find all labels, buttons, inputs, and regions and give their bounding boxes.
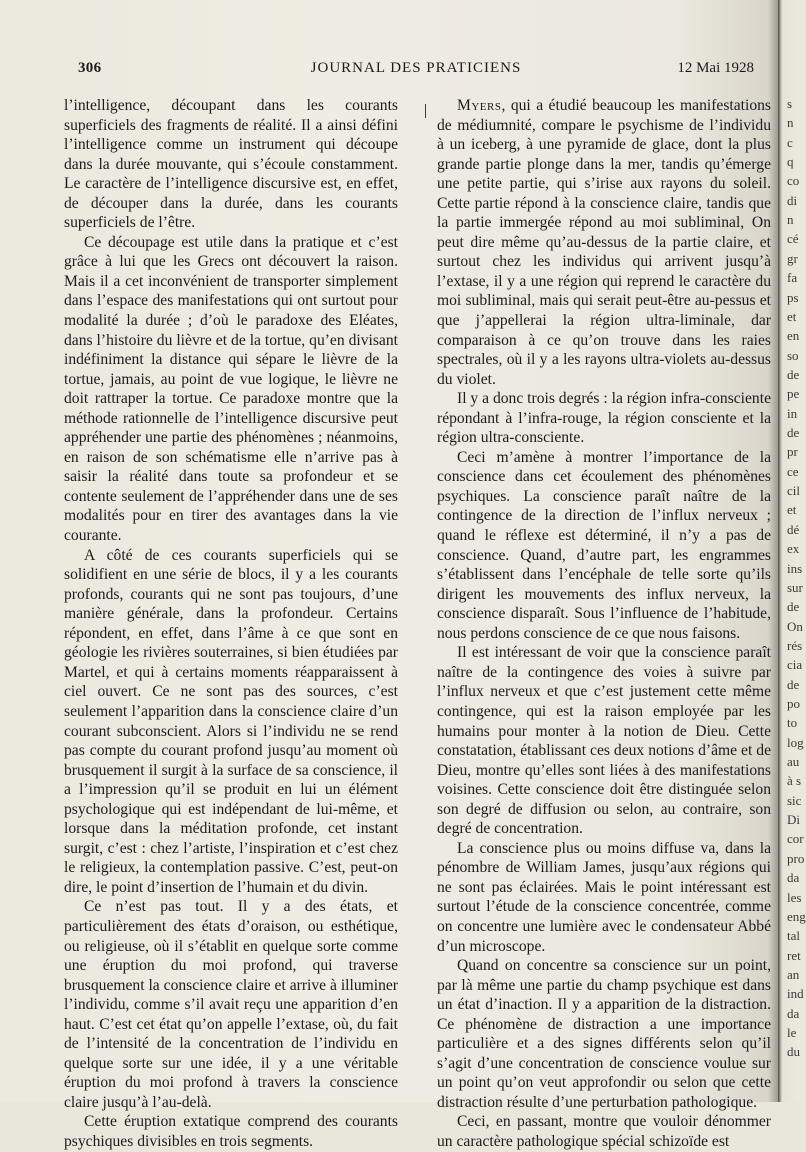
next-page-fragment: so [787, 347, 799, 363]
next-page-fragment: pe [787, 386, 800, 402]
next-page-fragment: en [787, 328, 800, 344]
paragraph: Ceci, en passant, montre que vouloir dénommer un caractère pathologique spécial schizoïde est [437, 1113, 771, 1150]
next-page-fragment: n [787, 115, 794, 131]
next-page-fragment: cor [787, 831, 804, 847]
next-page-fragment: cé [787, 231, 799, 247]
next-page-fragment: ps [787, 289, 799, 305]
paragraph: Ce découpage est utile dans la pratique et c’est grâce à lui que les Grecs ont découvert la raison. Mais il a cet inconvénient de transporter simplement dans l’espace des manifestations qui ont surtout pour modalité la durée ; d’où le paradoxe des Eléates, dans l’histoire du lièvre et de la tortue, qu’en divisant indéfiniment la distance qui sépare le lièvre de la tortue, jamais, au point de vue logique, le lièvre ne doit rattraper la tortue. Ce paradoxe montre que la méthode rationnelle de l’intelligence discursive peut appréhender une partie des phénomènes ; néanmoins, en raison de son schématisme elle n’arrive pas à saisir la réalité dans toute sa profondeur et se contente seulement de l’appréhender dans une de ses modalités pour en tirer des avantages dans la vie courante. [64, 233, 398, 545]
next-page-fragment: an [787, 966, 800, 982]
next-page-fragment: au [787, 754, 800, 770]
next-page-fragment: du [787, 1044, 800, 1060]
next-page-fragment: les [787, 889, 802, 905]
next-page-fragment: sic [787, 792, 802, 808]
next-page-fragment: c [787, 134, 793, 150]
next-page-fragment: di [787, 192, 798, 208]
paragraph: Ceci m’amène à montrer l’importance de la conscience dans cet écoulement des phénomènes psychiques. La conscience paraît naître de la contingence de la direction de l’influx nerveux ; quand le réflexe est déterminé, il n’y a pas de conscience. Quand, d’autre part, les engrammes s’établissent dans l’encéphale de telle sorte qu’ils dirigent les mouvements des influx nerveux, la conscience disparaît. Sous l’influence de l’habitude, nous perdons conscience de ce que nous faisons. [437, 448, 771, 642]
next-page-fragment: tal [787, 928, 800, 944]
issue-date: 12 Mai 1928 [677, 60, 754, 76]
next-page-fragment: sur [787, 579, 803, 595]
next-page-fragment: rés [787, 637, 803, 653]
next-page-fragment: n [787, 212, 794, 228]
paragraph: La conscience plus ou moins diffuse va, dans la pénombre de William James, jusqu’aux régions qui ne sont pas éclairées. Mais le point intéressant est surtout l’étude de la conscience concentrée, comme on concentre une lumière avec le condensateur Abbé d’un microscope. [437, 839, 771, 955]
next-page-fragment: log [787, 734, 804, 750]
next-page-fragment: q [787, 154, 794, 170]
next-page-fragment: de [787, 676, 800, 692]
author-name: Myers [457, 97, 502, 114]
next-page-fragment: de [787, 425, 800, 441]
paragraph: l’intelligence, découpant dans les courants superficiels des fragments de réalité. Il a ainsi défini l’intelligence comme un instrument qui découpe dans la durée mouvante, qui s’écoule constamment. Le caractère de l’intelligence discursive est, en effet, de découper dans la durée, dans les courants superficiels de l’être. [64, 97, 398, 232]
next-page-fragment: On [787, 618, 803, 634]
paragraph: Ce n’est pas tout. Il y a des états, et particulièrement des états d’oraison, ou esthétique, ou religieuse, où il s’établit en quelque sorte comme une éruption du moi profond, qui traverse brusquement la conscience claire et arrive à illuminer l’individu, comme s’il avait reçu une apparition d’en haut. C’est cet état qu’on appelle l’extase, où, du fait de l’intensité de la concentration de l’individu en quelque sorte sur une idée, il y a une véritable éruption du moi profond à travers la conscience claire jusqu’à l’au-delà. [64, 898, 398, 1111]
page-number: 306 [78, 60, 102, 76]
paragraph: Quand on concentre sa conscience sur un point, par là même une partie du champ psychique est dans un état d’inaction. Il y a apparition de la distraction. Ce phénomène de distraction a une importance particulière et a des signes différents selon qu’il s’agit d’une concentration de conscience voulue sur un point qu’on veut approfondir ou selon que cette distraction résulte d’une perturbation pathologique. [437, 957, 771, 1111]
next-page-fragment: da [787, 1005, 800, 1021]
next-page-fragment: s [787, 96, 793, 111]
next-page-fragment: gr [787, 250, 798, 266]
next-page-fragment: et [787, 308, 797, 324]
next-page-fragment: cil [787, 483, 800, 499]
page-header [78, 60, 754, 80]
left-column [64, 96, 398, 1152]
paragraph: Il y a donc trois degrés : la région infra-consciente répondant à l’infra-rouge, la région consciente et la région ultra-consciente. [437, 390, 771, 447]
next-page-fragment: ce [787, 463, 799, 479]
next-page-fragment: le [787, 1025, 797, 1041]
next-page-fragment: Di [787, 812, 800, 828]
next-page-fragment: fa [787, 270, 798, 286]
next-page-fragment: à s [787, 773, 802, 789]
next-page-fragment: ret [787, 947, 801, 963]
next-page-fragment: co [787, 173, 800, 189]
paragraph: Cette éruption extatique comprend des courants psychiques divisibles en trois segments. [64, 1113, 398, 1150]
next-page-fragment: da [787, 870, 800, 886]
next-page-fragment: pr [787, 444, 798, 460]
next-page-fragment: dé [787, 521, 800, 537]
next-page-fragment: in [787, 405, 798, 421]
paragraph: Il est intéressant de voir que la conscience paraît naître de la contingence des voies à suivre par l’influx nerveux et que c’est justement cette même contingence, qui est la raison employée par les humains pour monter à la notion de Dieu. Cette constatation, établissant ces deux notions d’âme et de Dieu, montre qu’elles sont liées à des manifestations voisines. Cette conscience doit être distinguée selon son degré de diffusion ou selon, au contraire, son degré de concentration. [437, 644, 771, 838]
right-column [437, 96, 771, 1152]
paragraph: A côté de ces courants superficiels qui se solidifient en une série de blocs, il y a les courants profonds, courants qui ne sont pas toujours, d’une manière générale, dans la profondeur. Certains répondent, en effet, dans l’âme à ce que sont en géologie les rivières souterraines, si bien étudiées par Martel, et qui à certains moments réapparaissent à ciel ouvert. Ce ne sont pas des sources, c’est seulement l’apparition dans la conscience claire d’un courant subconscient. Alors si l’individu ne se rend pas compte du courant profond jusqu’au moment où brusquement il surgit à la surface de sa conscience, il a l’impression qu’il se produit en lui un élément psychologique qui est indépendant de lui-même, et lorsque dans la méditation profonde, cet instant surgit, c’est : chez l’artiste, l’inspiration et c’est chez le religieux, la contemplation passive. C’est, peut-on dire, le point d’insertion de l’humain et du divin. [64, 546, 398, 896]
next-page-fragment: ind [787, 986, 804, 1002]
next-page-fragment: ex [787, 541, 800, 557]
next-page-fragment: et [787, 502, 797, 518]
journal-title: JOURNAL DES PRATICIENS [310, 60, 522, 76]
next-page-edge [778, 0, 806, 1102]
next-page-fragment: eng [787, 908, 806, 924]
next-page-fragment: pro [787, 850, 805, 866]
next-page-fragment: de [787, 366, 800, 382]
paragraph: Myers, qui a étudié beaucoup les manifestations de médiumnité, compare le psychisme de l’individu à un iceberg, à une pyramide de glace, dont la plus grande partie plonge dans la mer, tandis qu’émerge une petite partie, qui s’irise aux rayons du soleil. Cette partie répond à la conscience claire, tandis que la partie immergée répond au moi subliminal, On peut dire même qu’au-dessus de la partie claire, et surtout chez les individus qui arrivent jusqu’à l’extase, il y a une région qui reprend le caractère du moi subliminal, mais qui serait peut-être au-pessus et que j’appellerai la région ultra-liminale, dar comparaison à ce qu’on trouve dans les raies spectrales, où il y a les rayons ultra-violets au-dessus du violet. [437, 97, 771, 388]
column-divider-mark [425, 104, 426, 118]
next-page-fragment: to [787, 715, 798, 731]
next-page-fragment: cia [787, 657, 803, 673]
next-page-fragment: po [787, 695, 800, 711]
next-page-fragment: ins [787, 560, 803, 576]
next-page-fragment: de [787, 599, 800, 615]
